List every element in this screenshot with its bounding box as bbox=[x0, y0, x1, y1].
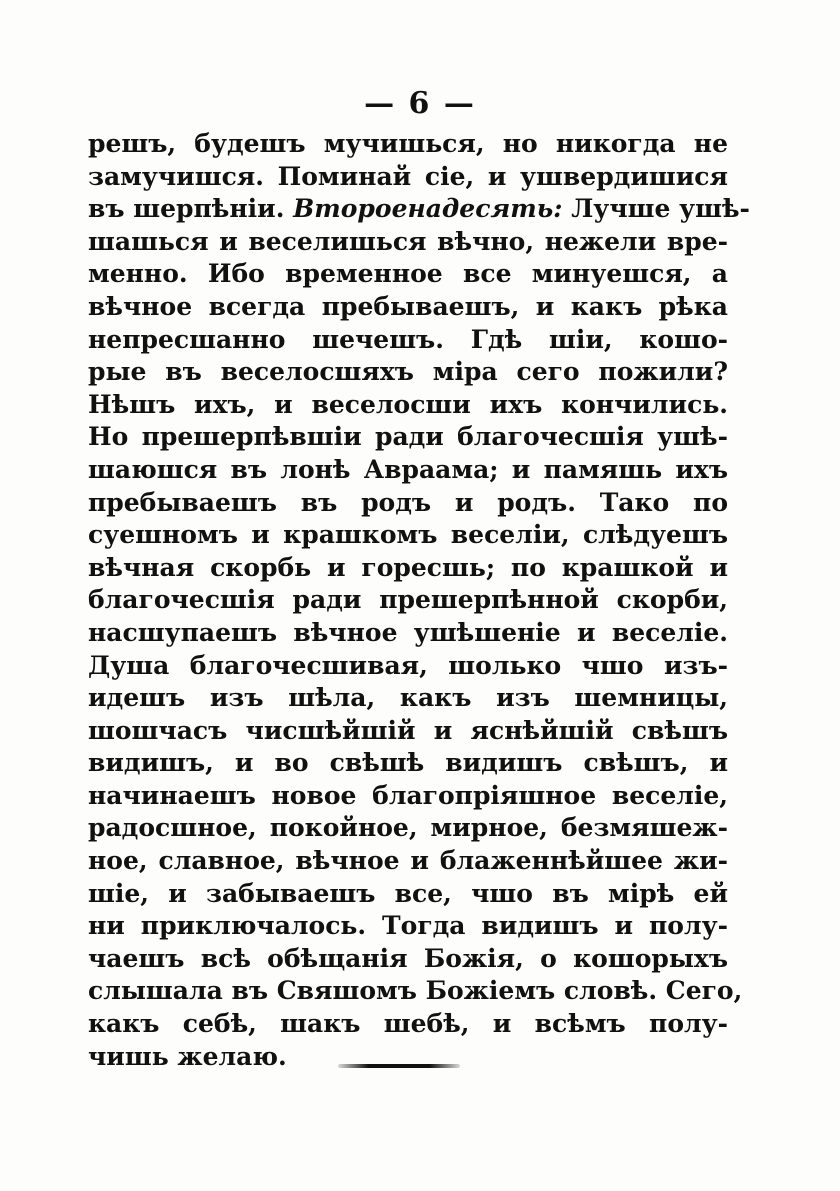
text-line: суешномъ и крашкомъ веселіи, слѣдуешъ bbox=[88, 520, 728, 550]
text-line: насшупаешъ вѣчное ушѣшеніе и веселіе. bbox=[88, 617, 728, 647]
text-line: шошчасъ чисшѣйшій и яснѣйшій свѣшъ bbox=[88, 715, 728, 745]
text-line: видишъ, и во свѣшѣ видишъ свѣшъ, и bbox=[88, 748, 728, 778]
text-line: менно. Ибо временное все минуешся, а bbox=[88, 259, 728, 289]
body-text bbox=[88, 128, 750, 1073]
text-line: идешъ изъ шѣла, какъ изъ шемницы, bbox=[88, 683, 728, 713]
end-rule-divider bbox=[338, 1064, 460, 1068]
text-line: вѣчная скорбь и горесшь; по крашкой и bbox=[88, 552, 728, 582]
text-segment: Лучше ушѣ- bbox=[571, 194, 750, 224]
text-line bbox=[88, 193, 750, 226]
text-line: шаюшся въ лонѣ Авраама; и памяшь ихъ bbox=[88, 454, 728, 484]
text-line: Но прешерпѣвшіи ради благочесшія ушѣ- bbox=[88, 422, 728, 452]
text-line: решъ, будешъ мучишься, но никогда не bbox=[88, 129, 728, 158]
text-line: чаешъ всѣ обѣщанія Божія, о кошорыхъ bbox=[88, 943, 728, 973]
text-line: ное, славное, вѣчное и блаженнѣйшее жи- bbox=[88, 846, 728, 876]
text-line: Нѣшъ ихъ, и веселосши ихъ кончились. bbox=[88, 389, 728, 419]
text-line: чишь желаю. bbox=[88, 1041, 287, 1071]
text-line: шашься и веселишься вѣчно, нежели вре- bbox=[88, 226, 728, 256]
text-line: замучишся. Поминай сіе, и ушвердишися bbox=[88, 161, 728, 191]
text-line: рые въ веселосшяхъ міра сего пожили? bbox=[88, 357, 728, 387]
italic-heading: Второенадесять: bbox=[293, 194, 563, 224]
page-number: — 6 — bbox=[364, 86, 476, 121]
text-line: благочесшія ради прешерпѣнной скорби, bbox=[88, 585, 728, 615]
text-line: вѣчное всегда пребываешъ, и какъ рѣка bbox=[88, 291, 728, 321]
text-line: пребываешъ въ родъ и родъ. Тако по bbox=[88, 487, 728, 517]
text-line: радосшное, покойное, мирное, безмяшеж- bbox=[88, 813, 728, 843]
text-line: начинаешъ новое благопріяшное веселіе, bbox=[88, 780, 728, 810]
text-line: какъ себѣ, шакъ шебѣ, и всѣмъ полу- bbox=[88, 1009, 728, 1039]
text-segment: въ шерпѣніи. bbox=[88, 194, 285, 224]
text-line: непресшанно шечешъ. Гдѣ шіи, кошо- bbox=[88, 324, 728, 354]
text-line: шіе, и забываешъ все, чшо въ мірѣ ей bbox=[88, 878, 728, 908]
text-line: Душа благочесшивая, шолько чшо изъ- bbox=[88, 650, 728, 680]
text-line: слышала въ Свяшомъ Божіемъ словѣ. Сего, bbox=[88, 976, 743, 1006]
text-line: ни приключалось. Тогда видишъ и полу- bbox=[88, 911, 728, 941]
